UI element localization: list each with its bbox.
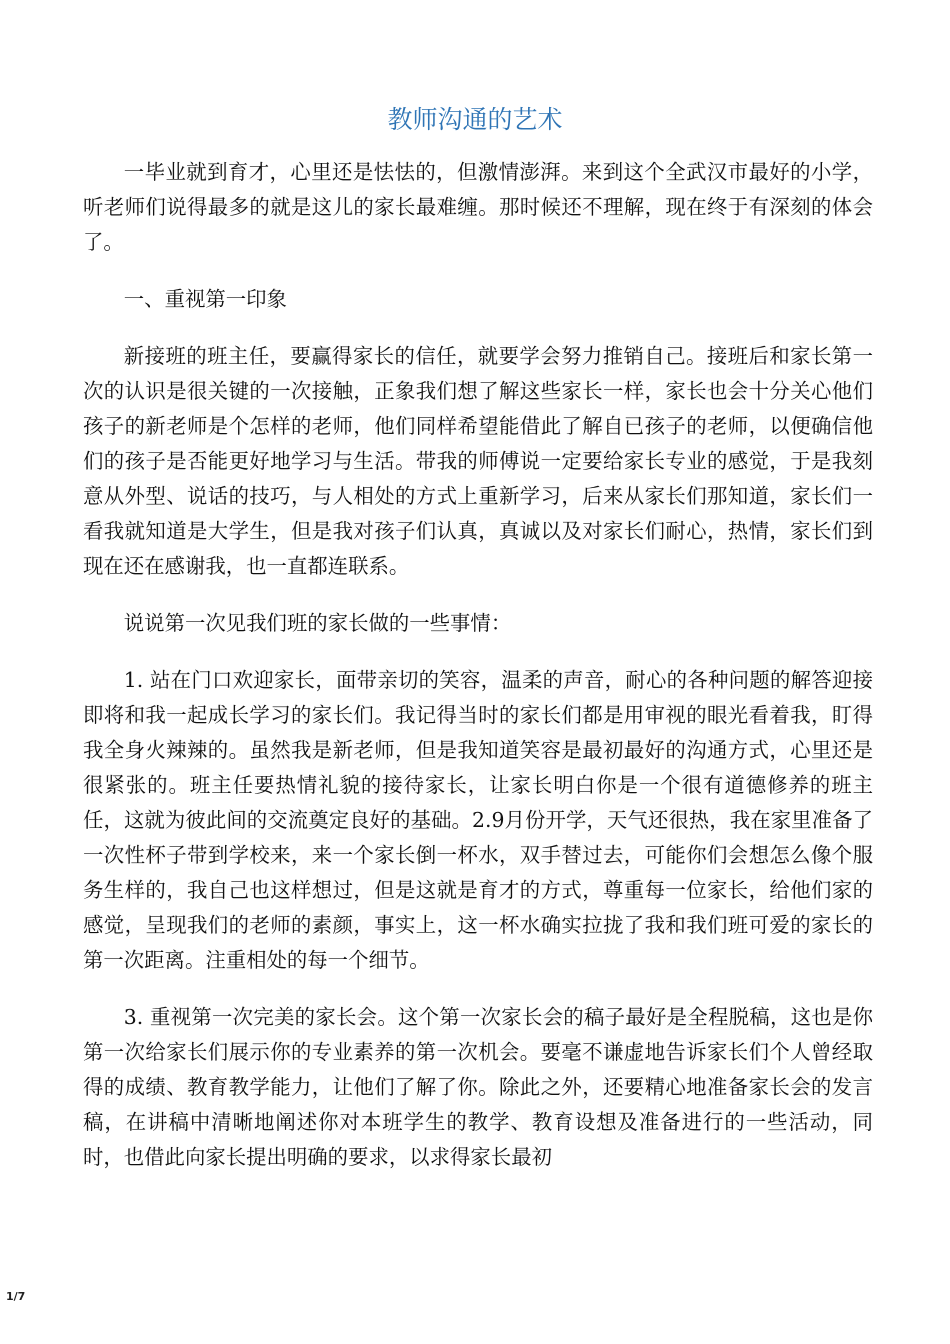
document-title: 教师沟通的艺术 [387, 105, 563, 134]
document-body [83, 155, 873, 1175]
section-heading: 一、重视第一印象 [123, 287, 287, 311]
body-paragraph: 新接班的班主任，要赢得家长的信任，就要学会努力推销自己。接班后和家长第一次的认识是很关键的一次接触，正象我们想了解这些家长一样，家长也会十分关心他们孩子的新老师是个怎样的老师，他们同样希望能借此了解自已孩子的老师，以便确信他们的孩子是否能更好地学习与生活。带我的师傅说一定要给家长专业的感觉，于是我刻意从外型、说话的技巧，与人相处的方式上重新学习，后来从家长们那知道，家长们一看我就知道是大学生，但是我对孩子们认真，真诚以及对家长们耐心，热情，家长们到现在还在感谢我，也一直都连联系。 [83, 344, 873, 578]
body-paragraph: 说说第一次见我们班的家长做的一些事情： [123, 611, 512, 635]
page-number: 1/7 [6, 1290, 26, 1303]
list-item-paragraph: 1. 站在门口欢迎家长，面带亲切的笑容，温柔的声音，耐心的各种问题的解答迎接即将和我一起成长学习的家长们。我记得当时的家长们都是用审视的眼光看着我，盯得我全身火辣辣的。虽然我是新老师，但是我知道笑容是最初最好的沟通方式，心里还是很紧张的。班主任要热情礼貌的接待家长，让家长明白你是一个很有道德修养的班主任，这就为彼此间的交流奠定良好的基础。2.9月份开学，天气还很热，我在家里准备了一次性杯子带到学校来，来一个家长倒一杯水，双手替过去，可能你们会想怎么像个服务生样的，我自己也这样想过，但是这就是育才的方式，尊重每一位家长，给他们家的感觉，呈现我们的老师的素颜，事实上，这一杯水确实拉拢了我和我们班可爱的家长的第一次距离。注重相处的每一个细节。 [83, 668, 873, 972]
intro-paragraph: 一毕业就到育才，心里还是怯怯的，但激情澎湃。来到这个全武汉市最好的小学，听老师们说得最多的就是这儿的家长最难缠。那时候还不理解，现在终于有深刻的体会了。 [83, 160, 873, 254]
list-item-paragraph: 3. 重视第一次完美的家长会。这个第一次家长会的稿子最好是全程脱稿，这也是你第一次给家长们展示你的专业素养的第一次机会。要毫不谦虚地告诉家长们个人曾经取得的成绩、教育教学能力，让他们了解了你。除此之外，还要精心地准备家长会的发言稿，在讲稿中清晰地阐述你对本班学生的教学、教育设想及准备进行的一些活动，同时，也借此向家长提出明确的要求，以求得家长最初 [83, 1005, 873, 1169]
